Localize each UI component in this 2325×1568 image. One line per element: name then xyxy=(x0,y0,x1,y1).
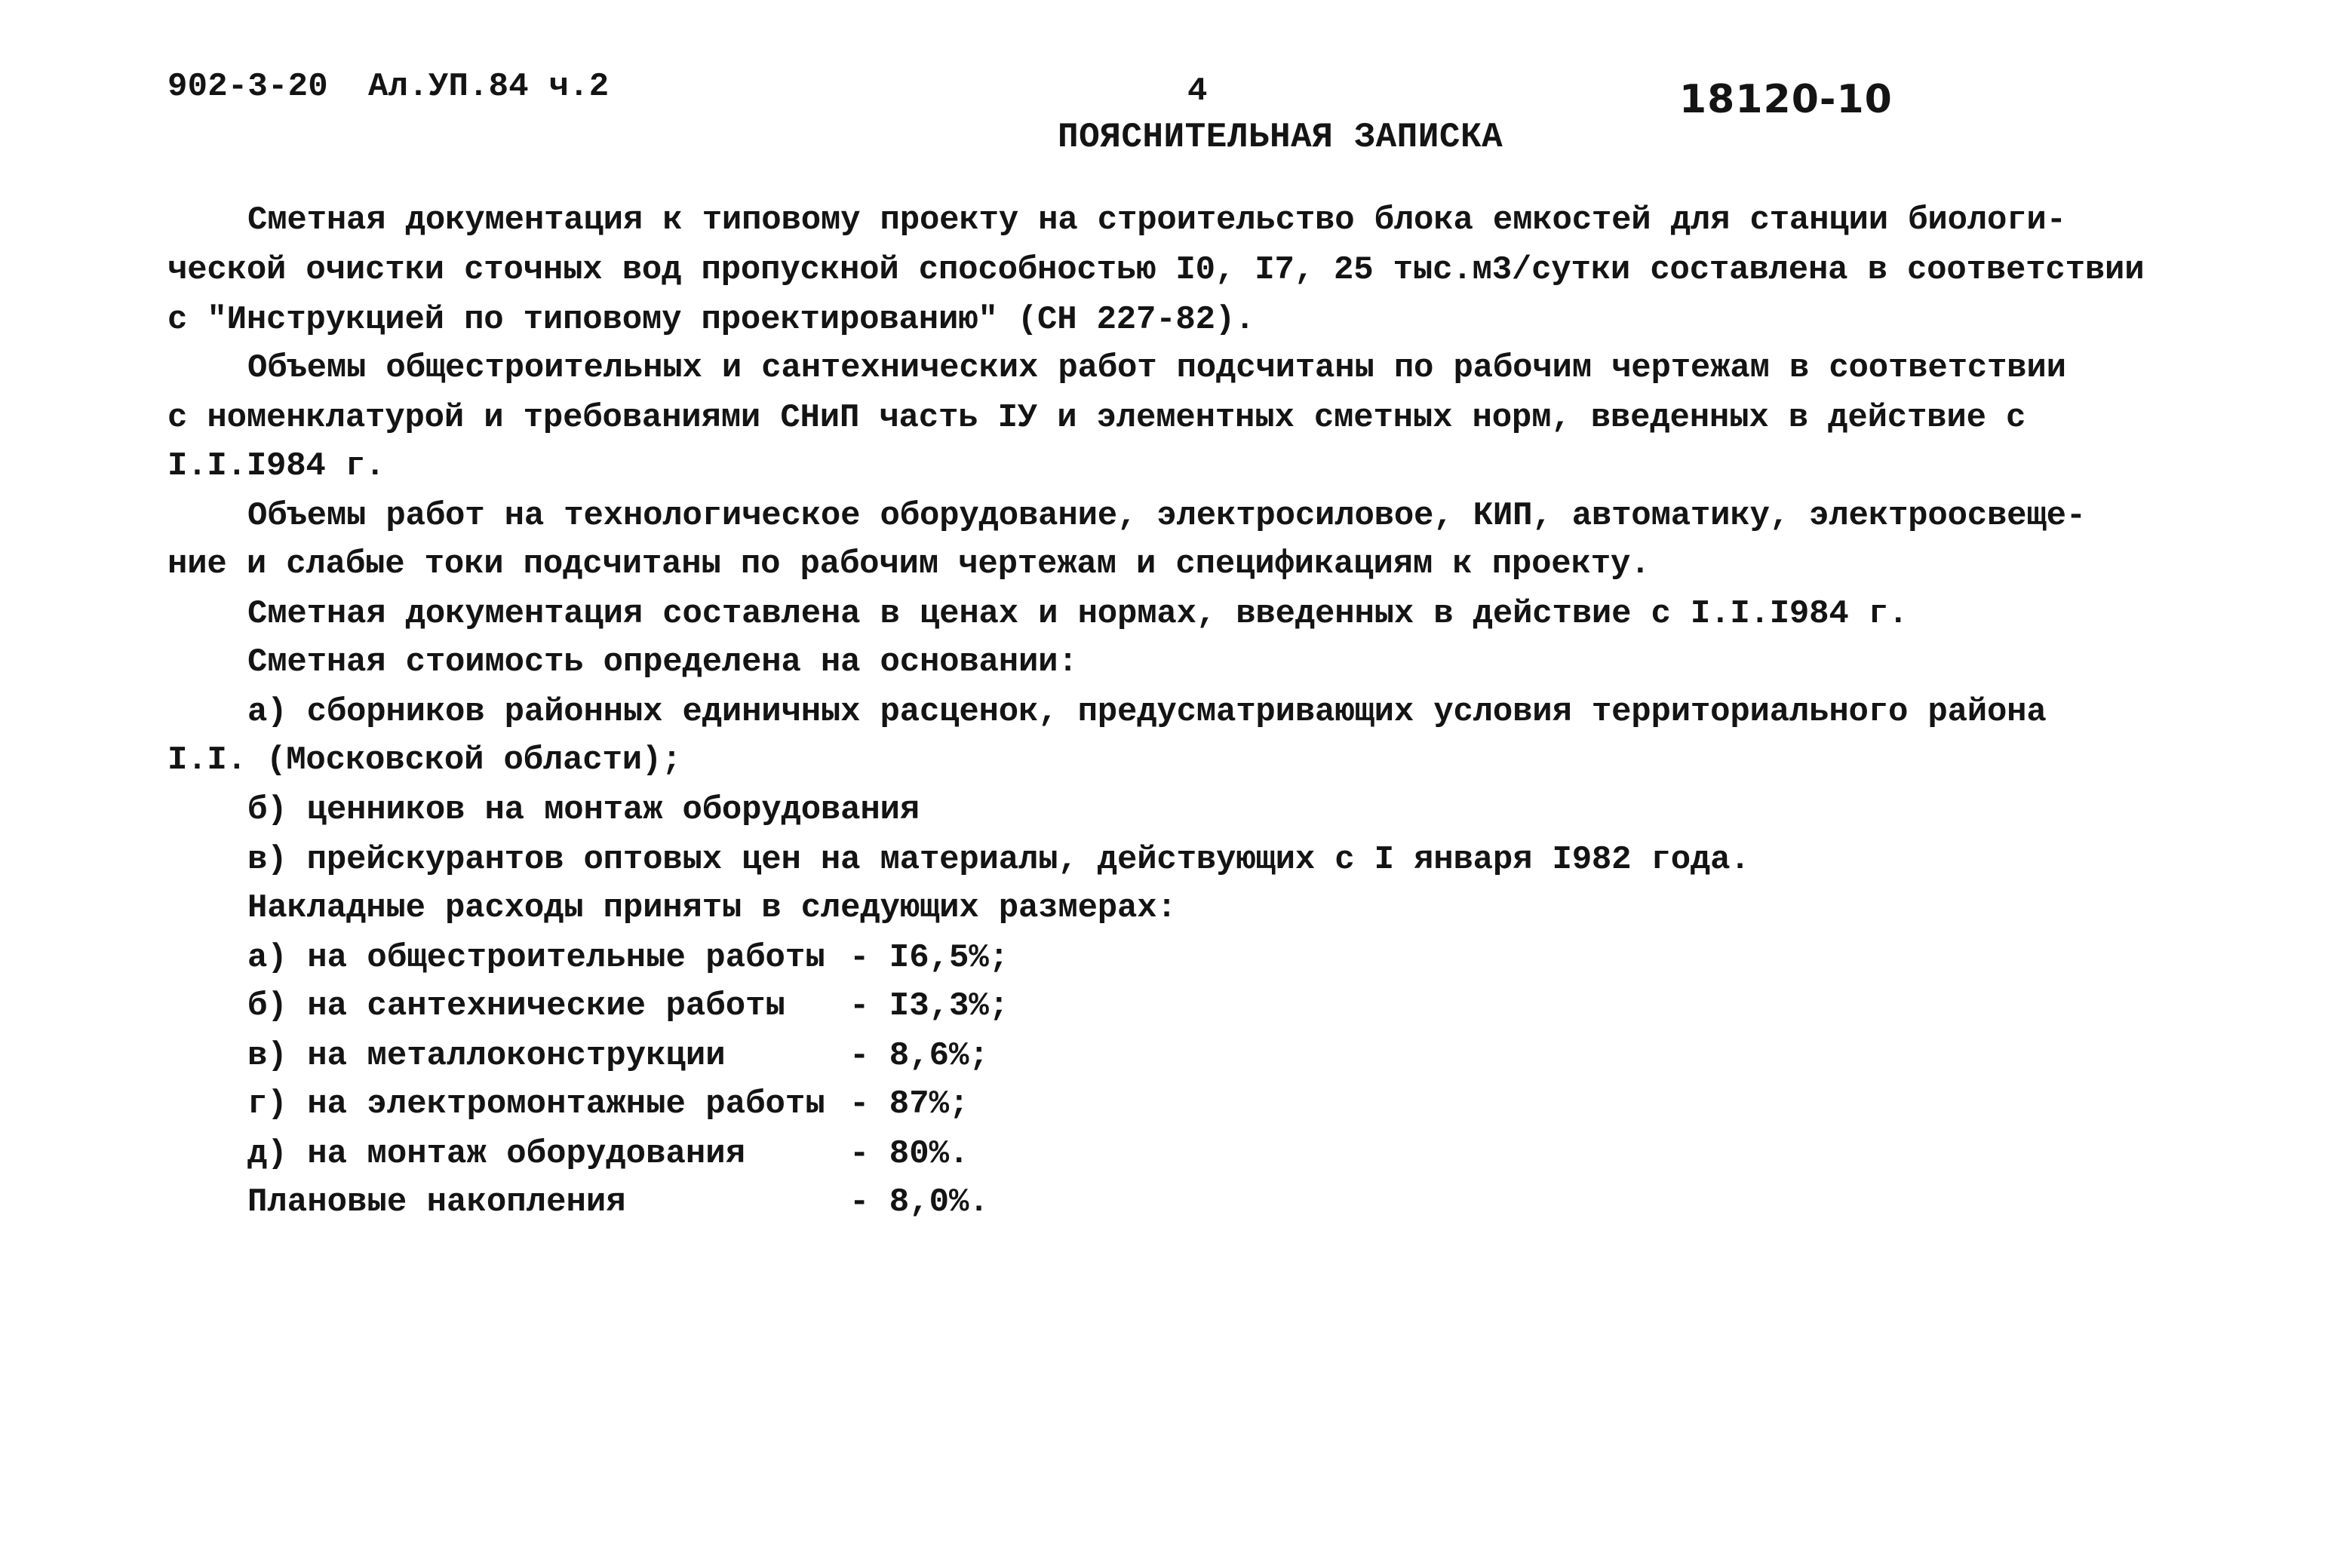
rate-label: а) на общестроительные работы xyxy=(247,939,825,977)
paragraph-line-5: с номенклатурой и требованиями СНиП часть IУ и элементных сметных норм, введенных в действие с xyxy=(167,399,2026,437)
rate-label: в) на металлоконструкции xyxy=(247,1037,726,1075)
paragraph-line-9: Сметная документация составлена в ценах и нормах, введенных в действие с I.I.I984 г. xyxy=(247,595,1909,633)
rate-label: г) на электромонтажные работы xyxy=(247,1085,825,1123)
rate-value: - 8,6%; xyxy=(849,1037,989,1075)
rate-value: - 8,0%. xyxy=(849,1183,989,1221)
paragraph-line-6: I.I.I984 г. xyxy=(167,447,385,485)
paragraph-line-1: Сметная документация к типовому проекту на строительство блока емкостей для станции биологи- xyxy=(247,201,2066,239)
rate-label: б) на сантехнические работы xyxy=(247,987,785,1025)
paragraph-line-2: ческой очистки сточных вод пропускной способностью I0, I7, 25 тыс.м3/сутки составлена в соответствии xyxy=(167,251,2145,289)
rate-value: - I3,3%; xyxy=(849,987,1009,1025)
rate-value: - 87%; xyxy=(849,1085,969,1123)
rate-value: - I6,5%; xyxy=(849,939,1009,977)
paragraph-line-10: Сметная стоимость определена на основании: xyxy=(247,643,1078,681)
paragraph-line-12: I.I. (Московской области); xyxy=(167,741,682,779)
rate-label: д) на монтаж оборудования xyxy=(247,1135,746,1173)
page-title: ПОЯСНИТЕЛЬНАЯ ЗАПИСКА xyxy=(1058,118,1503,157)
paragraph-line-15: Накладные расходы приняты в следующих размерах: xyxy=(247,889,1177,927)
rate-value: - 80%. xyxy=(849,1135,969,1173)
archive-stamp: 18120-10 xyxy=(1679,77,1893,122)
document-code: 902-3-20 Ал.УП.84 ч.2 xyxy=(167,68,610,106)
rate-label: Плановые накопления xyxy=(247,1183,626,1221)
paragraph-line-14: в) прейскурантов оптовых цен на материалы, действующих с I января I982 года. xyxy=(247,841,1750,879)
page-number: 4 xyxy=(1187,72,1208,110)
paragraph-line-3: с "Инструкцией по типовому проектированию" (СН 227-82). xyxy=(167,301,1255,339)
paragraph-line-8: ние и слабые токи подсчитаны по рабочим чертежам и спецификациям к проекту. xyxy=(167,545,1651,583)
paragraph-line-4: Объемы общестроительных и сантехнических работ подсчитаны по рабочим чертежам в соответствии xyxy=(247,349,2066,387)
paragraph-line-13: б) ценников на монтаж оборудования xyxy=(247,791,920,829)
paragraph-line-11: а) сборников районных единичных расценок, предусматривающих условия территориального района xyxy=(247,693,2047,731)
paragraph-line-7: Объемы работ на технологическое оборудование, электросиловое, КИП, автоматику, электроосвеще- xyxy=(247,497,2086,535)
